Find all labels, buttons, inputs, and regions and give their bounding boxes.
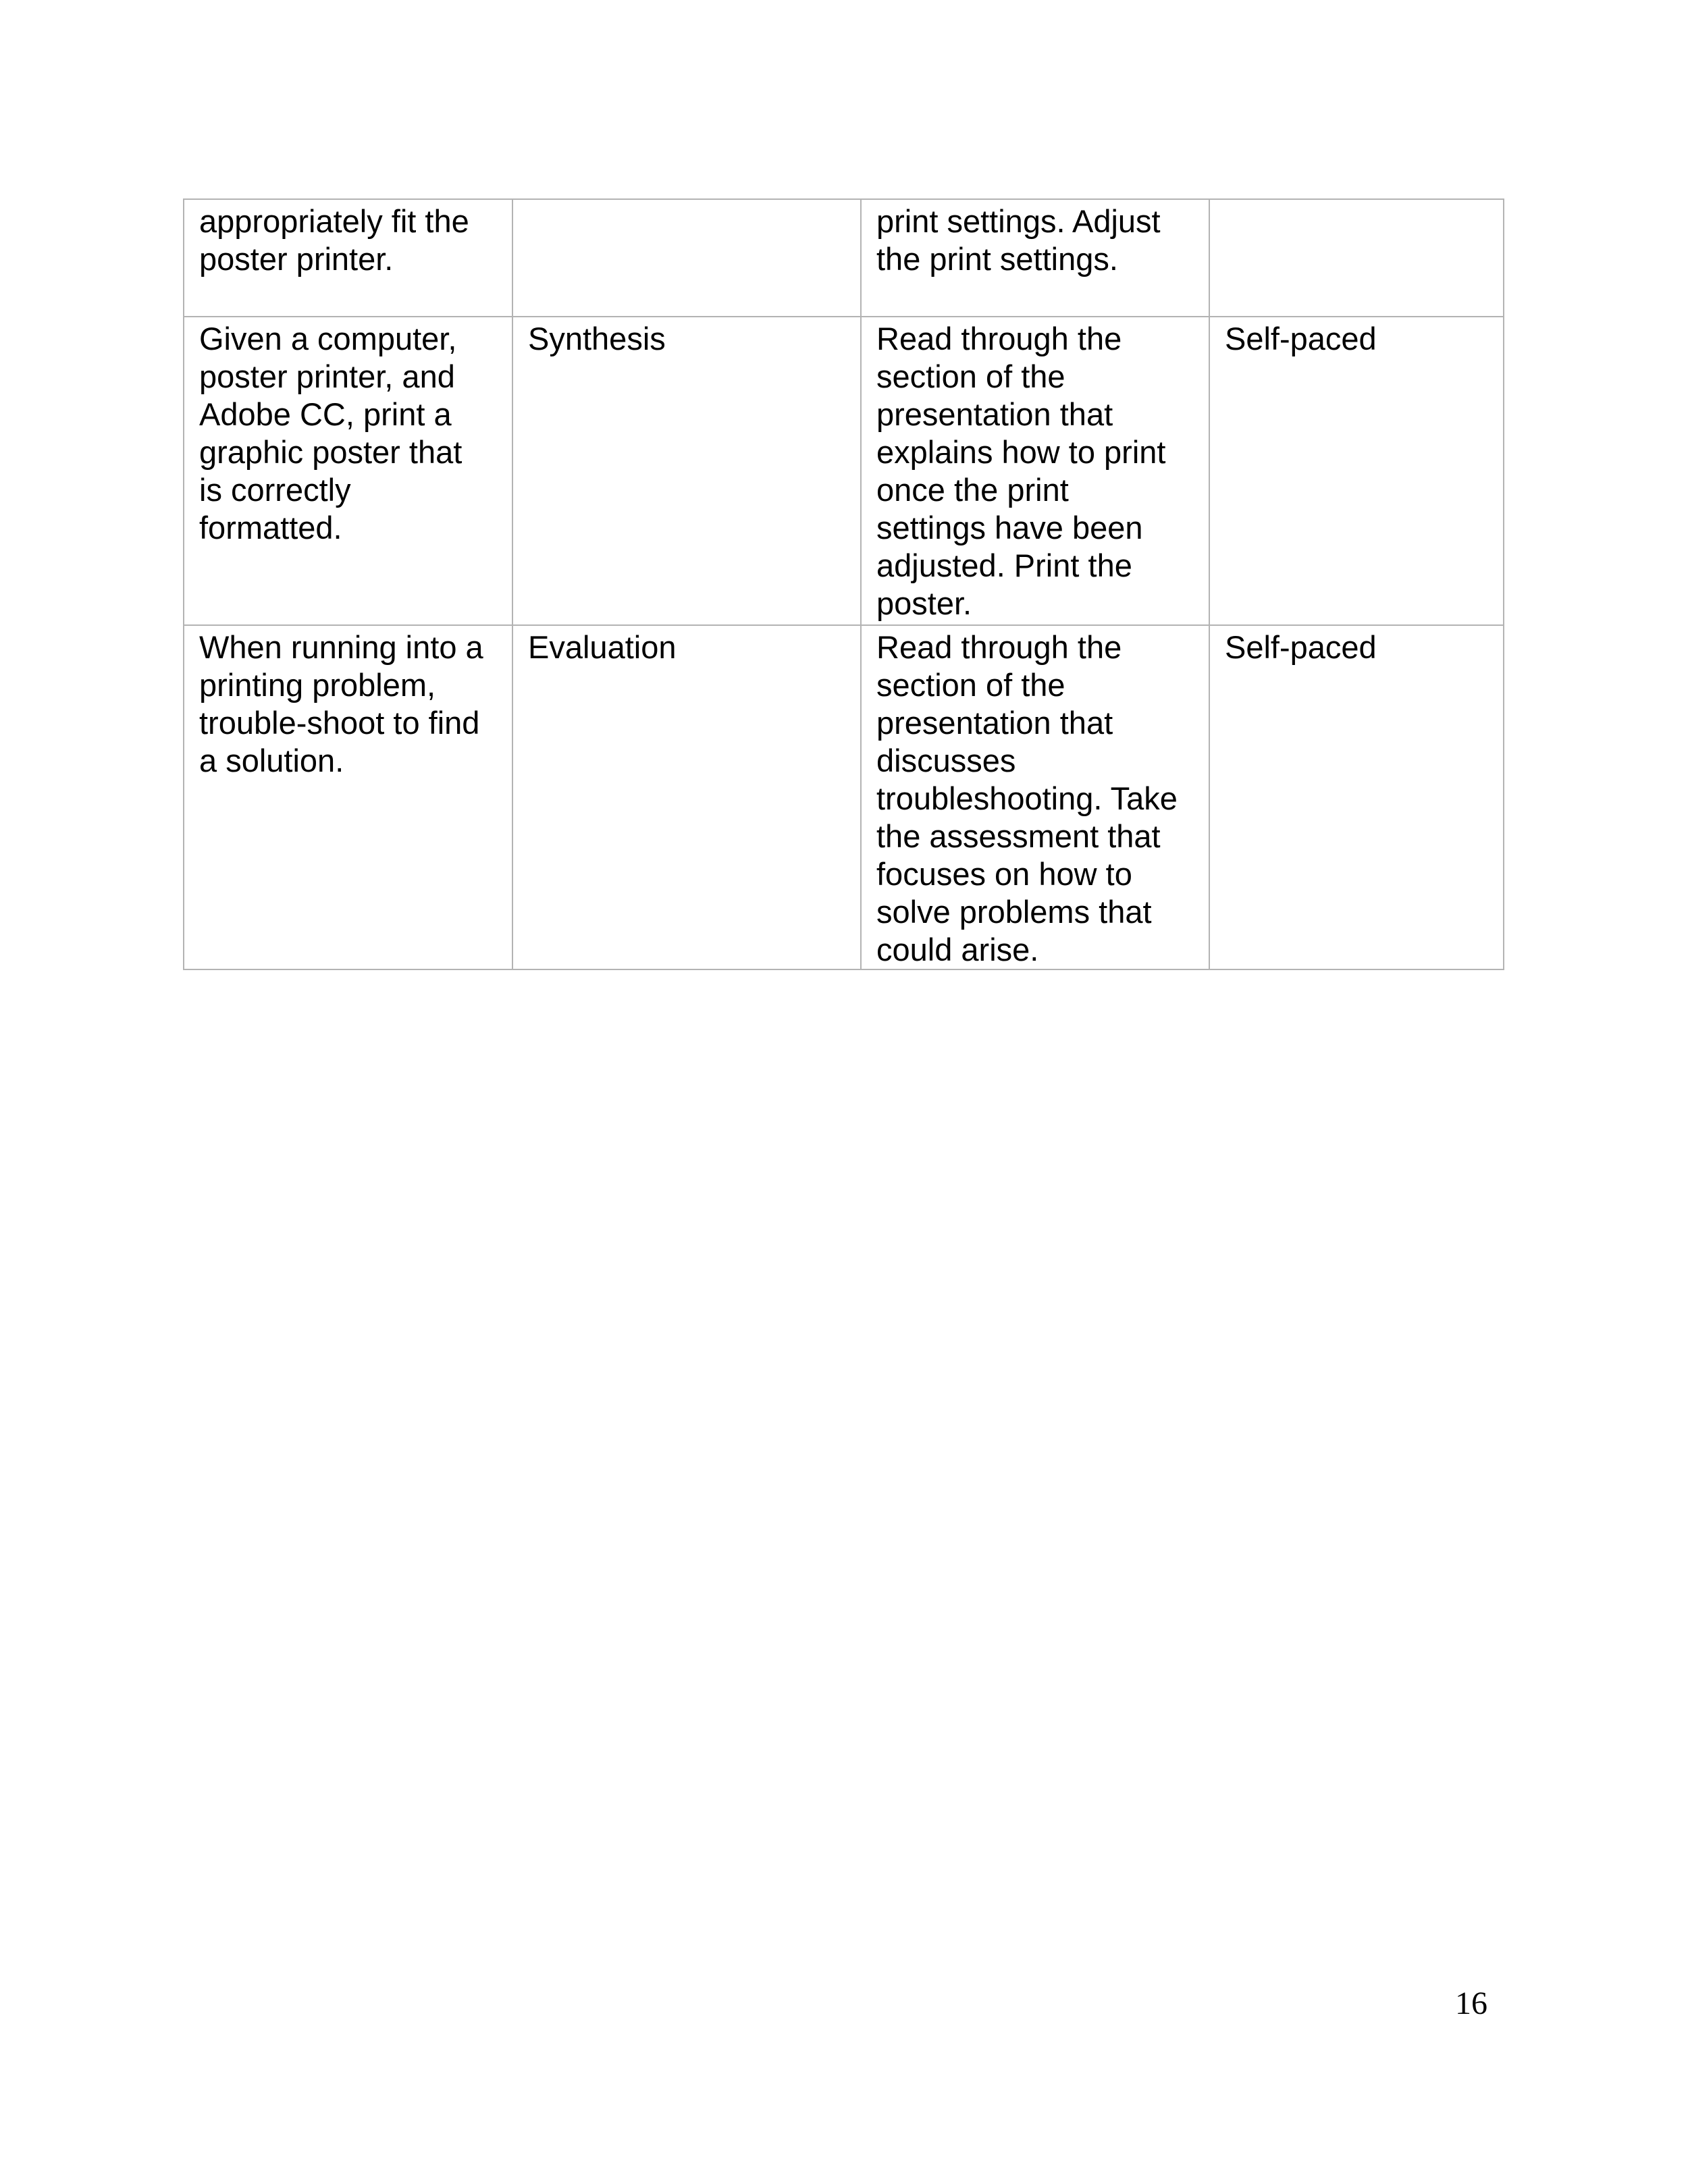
- activity-cell: [861, 625, 1209, 969]
- pacing-cell: [1209, 625, 1504, 969]
- table-row: [184, 625, 1504, 969]
- pacing-cell: [1209, 199, 1504, 317]
- cell-text: Self-paced: [1225, 629, 1377, 665]
- level-cell: [512, 625, 861, 969]
- cell-text: appropriately fit the poster printer.: [199, 203, 469, 277]
- cell-text: Evaluation: [528, 629, 677, 665]
- objective-cell: [184, 317, 512, 625]
- cell-text: Self-paced: [1225, 321, 1377, 356]
- cell-text: print settings. Adjust the print settings.: [876, 203, 1161, 277]
- cell-text: Read through the section of the presentation that explains how to print once the print settings have been adjusted. Print the poster.: [876, 321, 1166, 621]
- objective-cell: [184, 625, 512, 969]
- activity-cell: [861, 199, 1209, 317]
- table-row: [184, 199, 1504, 317]
- table-row: [184, 317, 1504, 625]
- level-cell: [512, 199, 861, 317]
- objective-cell: [184, 199, 512, 317]
- page-number: 16: [1455, 1986, 1487, 2021]
- level-cell: [512, 317, 861, 625]
- cell-text: Read through the section of the presentation that discusses troubleshooting. Take the assessment that focuses on how to solve problems that could arise.: [876, 629, 1178, 967]
- activity-cell: [861, 317, 1209, 625]
- cell-text: Given a computer, poster printer, and Adobe CC, print a graphic poster that is correctly formatted.: [199, 321, 463, 545]
- cell-text: When running into a printing problem, trouble-shoot to find a solution.: [199, 629, 483, 778]
- objectives-table: [183, 198, 1504, 970]
- pacing-cell: [1209, 317, 1504, 625]
- cell-text: Synthesis: [528, 321, 666, 356]
